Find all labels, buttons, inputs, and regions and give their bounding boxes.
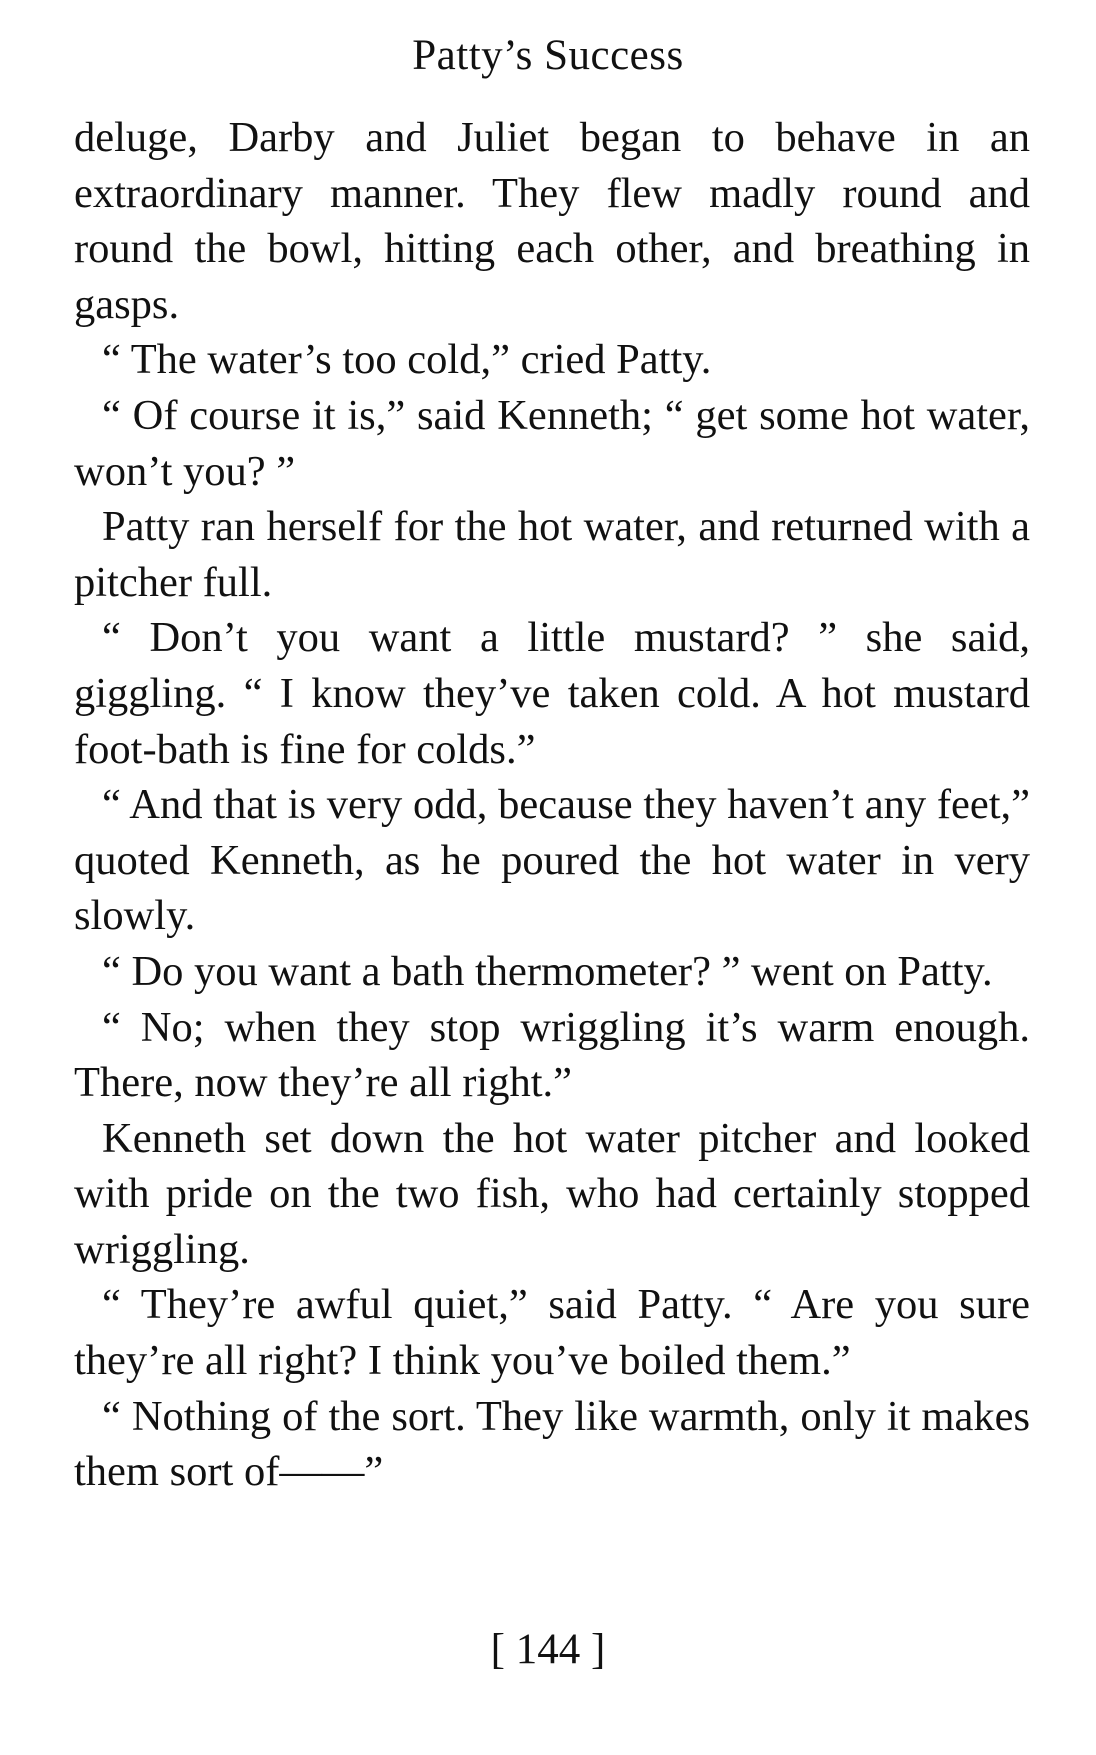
paragraph: “ Nothing of the sort. They like warmth, only it makes them sort of——” [74, 1392, 1030, 1496]
paragraph: “ They’re awful quiet,” said Patty. “ Are you sure they’re all right? I think you’ve boiled them.” [74, 1281, 1030, 1385]
running-title: Patty’s Success [412, 32, 684, 79]
paragraph: “ The water’s too cold,” cried Patty. [102, 336, 712, 384]
paragraph: “ Don’t you want a little mustard? ” she said, giggling. “ I know they’ve taken cold. A hot mustard foot-bath is fine for colds.” [74, 614, 1030, 773]
paragraph: “ And that is very odd, because they haven’t any feet,” quoted Kenneth, as he poured the hot water in very slowly. [74, 781, 1030, 940]
paragraph: deluge, Darby and Juliet began to behave in an extraordinary manner. They flew madly round and round the bowl, hitting each other, and breathing in gasps. [74, 114, 1030, 328]
page-number: [ 144 ] [490, 1626, 606, 1673]
body-text [74, 110, 1030, 1500]
paragraph: “ Of course it is,” said Kenneth; “ get some hot water, won’t you? ” [74, 391, 1030, 495]
paragraph: Patty ran herself for the hot water, and returned with a pitcher full. [74, 503, 1030, 606]
paragraph: Kenneth set down the hot water pitcher and looked with pride on the two fish, who had certainly stopped wriggling. [74, 1114, 1030, 1273]
paragraph: “ No; when they stop wriggling it’s warm enough. There, now they’re all right.” [74, 1003, 1030, 1107]
paragraph: “ Do you want a bath thermometer? ” went on Patty. [102, 947, 993, 995]
